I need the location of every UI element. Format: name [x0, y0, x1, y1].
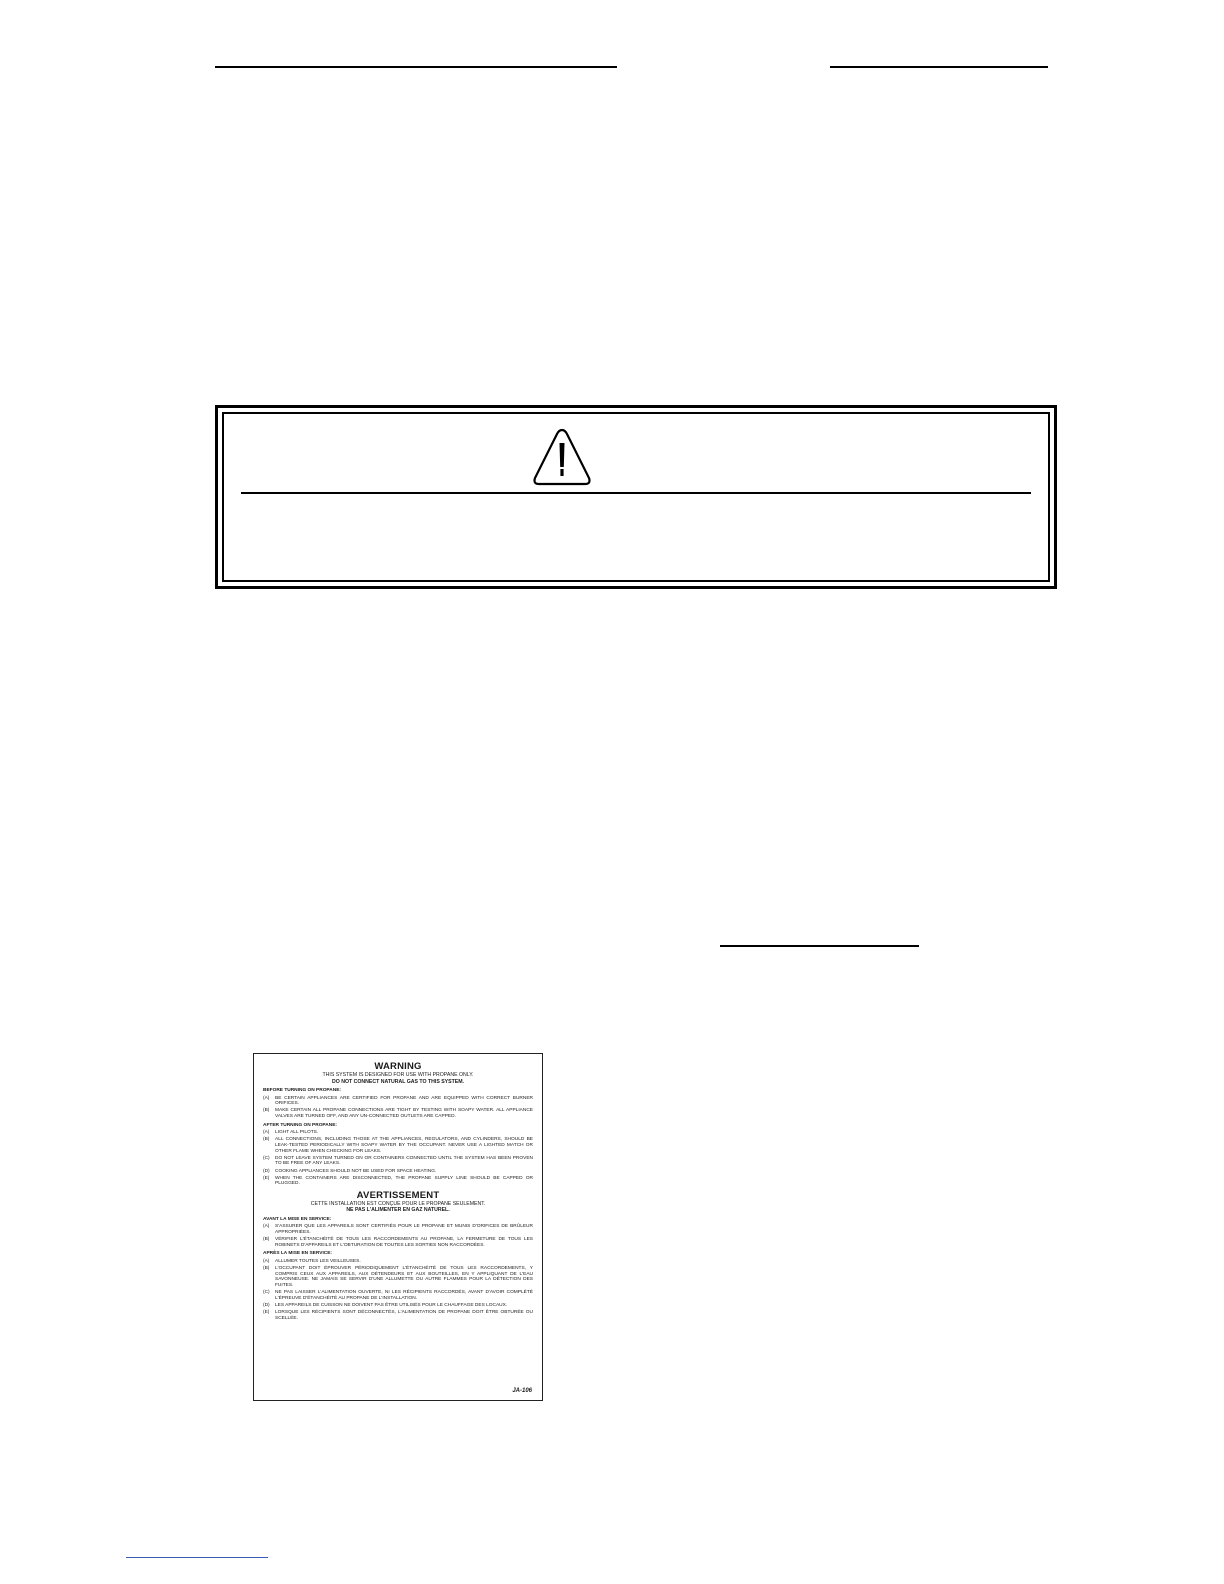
label-heading-english: WARNING	[374, 1061, 422, 1072]
item-text: NE PAS LAISSER L'ALIMENTATION OUVERTE, NI LES RÉCIPIENTS RACCORDÉS, AVANT D'AVOIR COMPLÉTÉ L'ÉPREUVE D'ÉTANCHÉITÉ AU PROPANE DE L'INSTALLATION.	[275, 1290, 533, 1301]
item-letter: (B)	[263, 1266, 270, 1272]
footnote-rule	[126, 1557, 268, 1558]
label-section-after-french: APRÈS LA MISE EN SERVICE:	[263, 1251, 333, 1257]
section-rule	[720, 945, 919, 947]
item-text: DO NOT LEAVE SYSTEM TURNED ON OR CONTAINERS CONNECTED UNTIL THE SYSTEM HAS BEEN PROVEN TO BE FREE OF ANY LEAKS.	[275, 1155, 533, 1167]
label-intro-french-line2: NE PAS L'ALIMENTER EN GAZ NATUREL.	[346, 1207, 450, 1214]
list-item	[263, 1290, 533, 1301]
item-letter: (B)	[263, 1237, 270, 1243]
item-text: L'OCCUPANT DOIT ÉPROUVER PÉRIODIQUEMENT L'ÉTANCHÉITÉ DE TOUS LES RACCORDEMENTS, Y COMPRIS CEUX AUX APPAREILS, AUX DÉTENDEURS ET AUX BOUTEILLES, EN Y APPLIQUANT DE L'EAU SAVONNEUSE. NE JAMAIS SE SERVIR D'UNE ALLUMETTE OU AUTRE FLAMMES POUR LA DÉTECTION DES FUITES.	[275, 1266, 533, 1288]
header-rule-right	[830, 66, 1048, 68]
warning-box	[215, 405, 1057, 589]
item-letter: (E)	[263, 1310, 270, 1316]
label-section-after-english: AFTER TURNING ON PROPANE:	[263, 1122, 337, 1128]
item-letter: (B)	[263, 1108, 270, 1114]
item-letter: (A)	[263, 1259, 270, 1265]
item-text: COOKING APPLIANCES SHOULD NOT BE USED FOR SPACE HEATING.	[275, 1168, 437, 1174]
list-item	[263, 1259, 533, 1265]
label-intro-french-line1: CETTE INSTALLATION EST CONÇUE POUR LE PROPANE SEULEMENT.	[310, 1200, 486, 1207]
item-text: S'ASSURER QUE LES APPAREILS SONT CERTIFIÉS POUR LE PROPANE ET MUNIS D'ORIFICES DE BRÛLEUR APPROPRIÉES.	[275, 1224, 533, 1236]
warning-box-inner-frame	[222, 412, 1050, 582]
item-text: LORSQUE LES RÉCIPIENTS SONT DÉCONNECTÉS, L'ALIMENTATION DE PROPANE DOIT ÊTRE OBTURÉE OU SCELLÉE.	[275, 1310, 533, 1321]
propane-warning-label	[253, 1053, 543, 1401]
warning-box-divider	[241, 492, 1031, 494]
list-item	[263, 1176, 533, 1187]
list-item	[263, 1169, 533, 1175]
item-text: VÉRIFIER L'ÉTANCHÉITÉ DE TOUS LES RACCORDEMENTS AU PROPANE, LA FERMETURE DE TOUS LES ROBINETS D'APPAREILS ET L'OBTURATION DE TOUTES LES SORTIES NON RACCORDÉES.	[275, 1237, 533, 1248]
item-letter: (C)	[263, 1290, 270, 1296]
label-section-before-english: BEFORE TURNING ON PROPANE:	[263, 1088, 341, 1093]
item-text: MAKE CERTAIN ALL PROPANE CONNECTIONS ARE TIGHT BY TESTING WITH SOAPY WATER. ALL APPLIANCE VALVES ARE TURNED OFF, AND ANY UN-CONNECTED OUTLETS ARE CAPPED.	[275, 1108, 533, 1119]
item-letter: (B)	[263, 1137, 270, 1143]
header-rule-left	[215, 66, 617, 68]
item-letter: (D)	[263, 1168, 270, 1174]
label-section-before-french: AVANT LA MISE EN SERVICE:	[263, 1216, 332, 1222]
list-item	[263, 1130, 533, 1136]
list-item	[263, 1224, 533, 1235]
item-letter: (C)	[263, 1155, 270, 1161]
item-text: ALL CONNECTIONS, INCLUDING THOSE AT THE APPLIANCES, REGULATORS, AND CYLINDERS, SHOULD BE LEAK-TESTED PERIODICALLY WITH SOAPY WATER BY THE OCCUPANT. NEVER USE A LIGHTED MATCH OR OTHER FLAME WHEN CHECKING FOR LEAKS.	[275, 1137, 533, 1154]
label-code: JA-106	[512, 1388, 532, 1394]
list-item	[263, 1310, 533, 1321]
item-text: ALLUMER TOUTES LES VEILLEUSES.	[275, 1259, 361, 1265]
list-item	[263, 1137, 533, 1154]
list-item	[263, 1156, 533, 1167]
item-text: LIGHT ALL PILOTS.	[275, 1130, 319, 1136]
item-letter: (E)	[263, 1175, 270, 1181]
item-letter: (A)	[263, 1095, 270, 1101]
list-item	[263, 1096, 533, 1107]
item-text: WHEN THE CONTAINERS ARE DISCONNECTED, THE PROPANE SUPPLY LINE SHOULD BE CAPPED OR PLUGGED.	[275, 1175, 533, 1187]
item-text: LES APPAREILS DE CUISSON NE DOIVENT PAS ÊTRE UTILISÉS POUR LE CHAUFFAGE DES LOCAUX.	[275, 1302, 508, 1308]
label-intro-english-line1: THIS SYSTEM IS DESIGNED FOR USE WITH PROPANE ONLY.	[322, 1072, 474, 1078]
item-letter: (A)	[263, 1224, 270, 1230]
list-item	[263, 1237, 533, 1248]
item-letter: (A)	[263, 1130, 270, 1136]
label-intro-english-line2: DO NOT CONNECT NATURAL GAS TO THIS SYSTEM.	[332, 1078, 464, 1085]
item-letter: (D)	[263, 1302, 270, 1308]
item-text: BE CERTAIN APPLIANCES ARE CERTIFIED FOR PROPANE AND ARE EQUIPPED WITH CORRECT BURNER ORIFICES.	[275, 1095, 533, 1107]
exclamation-triangle-icon	[531, 426, 593, 488]
list-item	[263, 1108, 533, 1119]
label-heading-french: AVERTISSEMENT	[356, 1189, 440, 1201]
list-item	[263, 1266, 533, 1288]
list-item	[263, 1303, 533, 1309]
